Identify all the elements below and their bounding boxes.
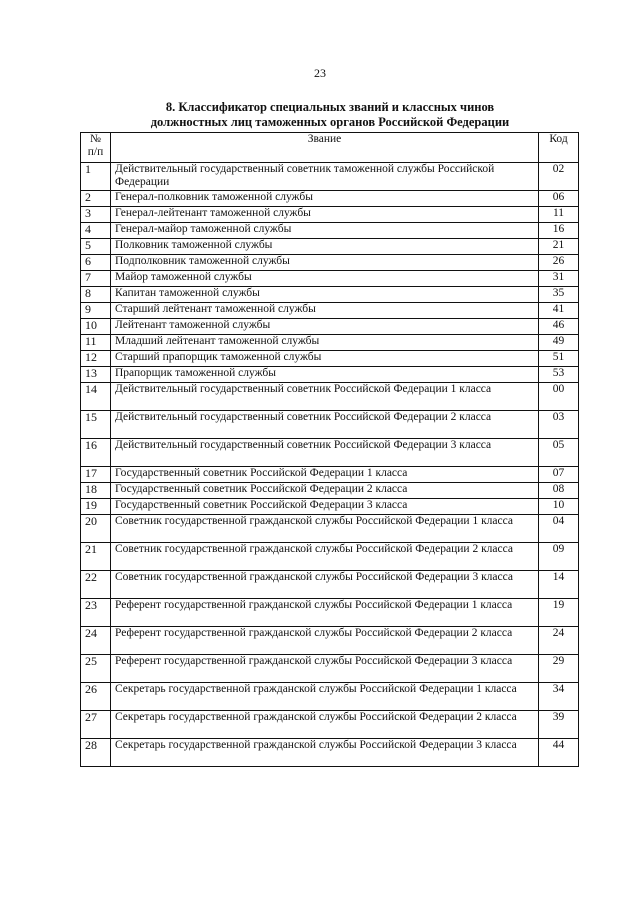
table-row <box>81 163 579 191</box>
table-row <box>81 411 579 439</box>
row-number: 18 <box>81 483 111 499</box>
table-row <box>81 467 579 483</box>
row-number: 23 <box>81 599 111 627</box>
rank-code: 02 <box>539 163 579 191</box>
table-row <box>81 271 579 287</box>
row-number: 12 <box>81 351 111 367</box>
rank-code: 05 <box>539 439 579 467</box>
row-number: 19 <box>81 499 111 515</box>
table-row <box>81 655 579 683</box>
rank-code: 34 <box>539 683 579 711</box>
rank-name: Капитан таможенной службы <box>111 287 539 303</box>
rank-name: Советник государственной гражданской службы Российской Федерации 2 класса <box>111 543 539 571</box>
header-number-line-1: № <box>90 133 101 145</box>
row-number: 14 <box>81 383 111 411</box>
rank-code: 16 <box>539 223 579 239</box>
classifier-table <box>80 132 579 767</box>
row-number: 24 <box>81 627 111 655</box>
row-number: 7 <box>81 271 111 287</box>
row-number: 9 <box>81 303 111 319</box>
rank-name: Генерал-майор таможенной службы <box>111 223 539 239</box>
table-row <box>81 499 579 515</box>
rank-code: 35 <box>539 287 579 303</box>
row-number: 26 <box>81 683 111 711</box>
table-row <box>81 439 579 467</box>
row-number: 6 <box>81 255 111 271</box>
row-number: 11 <box>81 335 111 351</box>
rank-name: Действительный государственный советник Российской Федерации 3 класса <box>111 439 539 467</box>
rank-code: 03 <box>539 411 579 439</box>
row-number: 28 <box>81 739 111 767</box>
row-number: 15 <box>81 411 111 439</box>
heading-line-1: 8. Классификатор специальных званий и классных чинов <box>165 100 495 114</box>
table-row <box>81 239 579 255</box>
rank-name: Подполковник таможенной службы <box>111 255 539 271</box>
table-row <box>81 627 579 655</box>
row-number: 2 <box>81 191 111 207</box>
header-rank: Звание <box>111 133 539 163</box>
rank-name: Секретарь государственной гражданской службы Российской Федерации 2 класса <box>111 711 539 739</box>
row-number: 1 <box>81 163 111 191</box>
rank-code: 46 <box>539 319 579 335</box>
rank-code: 10 <box>539 499 579 515</box>
table-row <box>81 515 579 543</box>
table-row <box>81 711 579 739</box>
table-row <box>81 303 579 319</box>
rank-name: Секретарь государственной гражданской службы Российской Федерации 1 класса <box>111 683 539 711</box>
rank-name: Референт государственной гражданской службы Российской Федерации 2 класса <box>111 627 539 655</box>
row-number: 20 <box>81 515 111 543</box>
rank-code: 24 <box>539 627 579 655</box>
rank-code: 21 <box>539 239 579 255</box>
table-row <box>81 319 579 335</box>
table-row <box>81 383 579 411</box>
header-number-line-2: п/п <box>87 146 104 158</box>
table-row <box>81 223 579 239</box>
page-number: 23 <box>314 66 326 80</box>
rank-code: 11 <box>539 207 579 223</box>
rank-code: 51 <box>539 351 579 367</box>
rank-name: Государственный советник Российской Федерации 1 класса <box>111 467 539 483</box>
rank-name: Младший лейтенант таможенной службы <box>111 335 539 351</box>
rank-code: 29 <box>539 655 579 683</box>
table-row <box>81 335 579 351</box>
row-number: 17 <box>81 467 111 483</box>
rank-name: Действительный государственный советник таможенной службы Российской Федерации <box>111 163 539 191</box>
rank-name: Государственный советник Российской Федерации 2 класса <box>111 483 539 499</box>
row-number: 10 <box>81 319 111 335</box>
rank-code: 00 <box>539 383 579 411</box>
table-row <box>81 191 579 207</box>
rank-code: 14 <box>539 571 579 599</box>
rank-code: 41 <box>539 303 579 319</box>
header-number <box>81 133 111 163</box>
row-number: 22 <box>81 571 111 599</box>
table-row <box>81 255 579 271</box>
row-number: 13 <box>81 367 111 383</box>
row-number: 5 <box>81 239 111 255</box>
rank-name: Старший прапорщик таможенной службы <box>111 351 539 367</box>
table-row <box>81 543 579 571</box>
rank-name: Референт государственной гражданской службы Российской Федерации 1 класса <box>111 599 539 627</box>
rank-name: Генерал-лейтенант таможенной службы <box>111 207 539 223</box>
rank-name: Советник государственной гражданской службы Российской Федерации 1 класса <box>111 515 539 543</box>
row-number: 25 <box>81 655 111 683</box>
rank-name: Прапорщик таможенной службы <box>111 367 539 383</box>
table-row <box>81 739 579 767</box>
table-row <box>81 599 579 627</box>
table-row <box>81 571 579 599</box>
table-header-row <box>81 133 579 163</box>
rank-code: 04 <box>539 515 579 543</box>
rank-code: 26 <box>539 255 579 271</box>
rank-code: 07 <box>539 467 579 483</box>
rank-name: Лейтенант таможенной службы <box>111 319 539 335</box>
table-row <box>81 351 579 367</box>
rank-code: 39 <box>539 711 579 739</box>
rank-code: 08 <box>539 483 579 499</box>
table-row <box>81 683 579 711</box>
rank-code: 49 <box>539 335 579 351</box>
rank-code: 31 <box>539 271 579 287</box>
rank-code: 06 <box>539 191 579 207</box>
rank-name: Действительный государственный советник Российской Федерации 2 класса <box>111 411 539 439</box>
table-row <box>81 483 579 499</box>
table-row <box>81 287 579 303</box>
classifier-heading <box>80 100 580 130</box>
rank-name: Государственный советник Российской Федерации 3 класса <box>111 499 539 515</box>
header-code: Код <box>539 133 579 163</box>
row-number: 4 <box>81 223 111 239</box>
row-number: 8 <box>81 287 111 303</box>
table-row <box>81 207 579 223</box>
rank-name: Генерал-полковник таможенной службы <box>111 191 539 207</box>
rank-code: 09 <box>539 543 579 571</box>
rank-name: Секретарь государственной гражданской службы Российской Федерации 3 класса <box>111 739 539 767</box>
row-number: 16 <box>81 439 111 467</box>
rank-name: Референт государственной гражданской службы Российской Федерации 3 класса <box>111 655 539 683</box>
rank-code: 53 <box>539 367 579 383</box>
row-number: 27 <box>81 711 111 739</box>
heading-line-2: должностных лиц таможенных органов Российской Федерации <box>150 115 510 129</box>
rank-code: 44 <box>539 739 579 767</box>
rank-name: Действительный государственный советник Российской Федерации 1 класса <box>111 383 539 411</box>
rank-name: Советник государственной гражданской службы Российской Федерации 3 класса <box>111 571 539 599</box>
row-number: 21 <box>81 543 111 571</box>
rank-code: 19 <box>539 599 579 627</box>
rank-name: Майор таможенной службы <box>111 271 539 287</box>
row-number: 3 <box>81 207 111 223</box>
rank-name: Полковник таможенной службы <box>111 239 539 255</box>
table-row <box>81 367 579 383</box>
rank-name: Старший лейтенант таможенной службы <box>111 303 539 319</box>
